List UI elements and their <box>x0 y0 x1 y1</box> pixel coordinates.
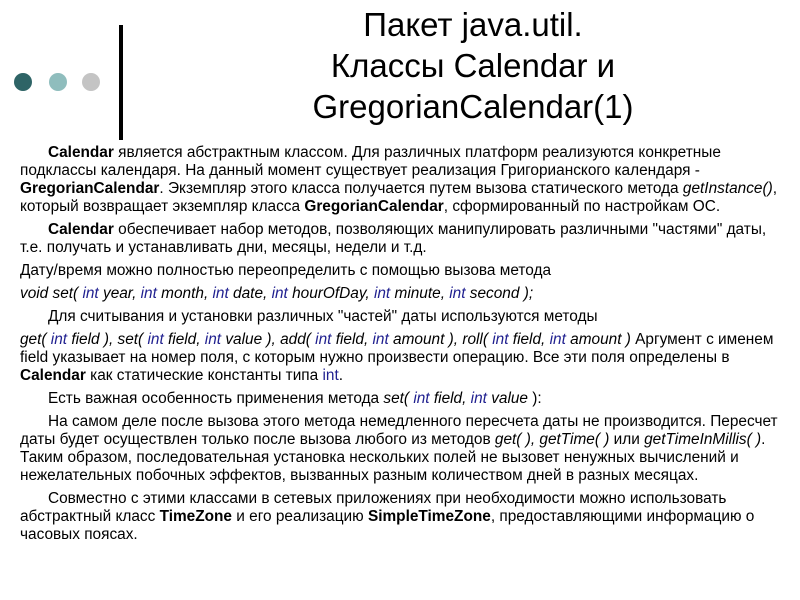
text-run: get( <box>20 331 51 348</box>
text-run: getTimeInMillis( ) <box>644 431 762 448</box>
paragraph-set-signature <box>20 285 785 303</box>
slide-body <box>20 144 785 549</box>
text-run: month, <box>156 285 213 302</box>
text-run: Дату/время можно полностью переопределить с помощью вызова метода <box>20 262 552 279</box>
text-run: int <box>492 331 509 348</box>
text-run: value ), add( <box>221 331 316 348</box>
text-run: field ), set( <box>67 331 148 348</box>
slide-title <box>228 4 718 127</box>
text-run: . <box>338 367 344 384</box>
text-run: int <box>372 331 389 348</box>
text-run: На самом деле после вызова этого метода немедленного пересчета даты не производится. Пересчет даты будет осуществлен только после вызова любого из методов <box>20 413 778 448</box>
text-run: Calendar <box>48 221 114 238</box>
text-run: set( <box>383 390 414 407</box>
text-run: int <box>147 331 164 348</box>
text-run: int <box>50 331 68 348</box>
text-run: int <box>271 285 288 302</box>
text-run: year, <box>98 285 141 302</box>
text-run: value <box>486 390 533 407</box>
paragraph-set-intro <box>20 262 785 280</box>
title-line-1: Пакет java.util. <box>363 6 583 43</box>
paragraph-calendar-intro <box>20 144 785 216</box>
paragraph-set-feature <box>20 390 785 408</box>
text-run: , который возвращает экземпляр класса <box>20 180 778 215</box>
text-run: Calendar <box>20 367 86 384</box>
text-run: Аргумент с именем field указывает на номер поля, с которым нужно произвести операцию. Все эти поля определены в <box>20 331 774 366</box>
text-run: int <box>470 390 487 407</box>
text-run: и его реализацию <box>232 508 368 525</box>
text-run: . Экземпляр этого класса получается путем вызова статического метода <box>159 180 683 197</box>
decorative-dots <box>14 73 104 93</box>
text-run: field, <box>331 331 373 348</box>
text-run: int <box>140 285 157 302</box>
text-run: int <box>82 285 99 302</box>
text-run: int <box>449 285 466 302</box>
text-run: ): <box>532 390 542 407</box>
title-divider <box>119 25 123 140</box>
text-run: , предоставляющими информацию о часовых поясах. <box>20 508 755 543</box>
text-run: обеспечивает набор методов, позволяющих манипулировать различными "частями" даты, т.е. получать и устанавливать дни, месяцы, недели и т.д. <box>20 221 767 256</box>
text-run: amount ) <box>565 331 631 348</box>
text-run: minute, <box>390 285 450 302</box>
text-run: или <box>609 431 645 448</box>
text-run: SimpleTimeZone <box>367 508 491 525</box>
text-run: second ); <box>465 285 534 302</box>
paragraph-recalculation <box>20 413 785 485</box>
text-run: field, <box>163 331 205 348</box>
text-run: Для считывания и установки различных "частей" даты используются методы <box>48 308 598 325</box>
text-run: int <box>212 285 229 302</box>
text-run: int <box>204 331 222 348</box>
text-run: GregorianCalendar <box>20 180 160 197</box>
text-run: date, <box>228 285 272 302</box>
text-run: amount ), roll( <box>388 331 493 348</box>
dot-medium <box>49 73 67 91</box>
text-run: int <box>315 331 332 348</box>
text-run: Совместно с этими классами в сетевых приложениях при необходимости можно использовать абстрактный класс <box>20 490 727 525</box>
paragraph-methods-list <box>20 331 785 385</box>
text-run: int <box>549 331 566 348</box>
text-run: getInstance() <box>682 180 773 197</box>
paragraph-timezone <box>20 490 785 544</box>
title-line-3: GregorianCalendar(1) <box>312 88 634 125</box>
paragraph-getset-intro <box>20 308 785 326</box>
title-line-2: Классы Calendar и <box>330 47 616 84</box>
text-run: TimeZone <box>159 508 232 525</box>
text-run: field, <box>508 331 550 348</box>
text-run: void set( <box>20 285 83 302</box>
text-run: int <box>413 390 430 407</box>
text-run: hourOfDay, <box>287 285 374 302</box>
text-run: , сформированный по настройкам ОС. <box>443 198 721 215</box>
dot-dark <box>14 73 32 91</box>
text-run: . Таким образом, последовательная установка нескольких полей не вызовет ненужных вычислений и нежелательных побочных эффектов, вызванных разным количеством дней в разных месяцах. <box>20 431 766 484</box>
text-run: get( ), getTime( ) <box>494 431 610 448</box>
text-run: как статические константы типа <box>85 367 323 384</box>
text-run: int <box>322 367 339 384</box>
text-run: Есть важная особенность применения метода <box>48 390 384 407</box>
paragraph-calendar-methods <box>20 221 785 257</box>
text-run: Calendar <box>48 144 114 161</box>
text-run: GregorianCalendar <box>304 198 444 215</box>
text-run: является абстрактным классом. Для различных платформ реализуются конкретные подклассы календаря. На данный момент существует реализация Григорианского календаря - <box>20 144 721 179</box>
text-run: int <box>373 285 391 302</box>
text-run: field, <box>429 390 471 407</box>
dot-light <box>82 73 100 91</box>
